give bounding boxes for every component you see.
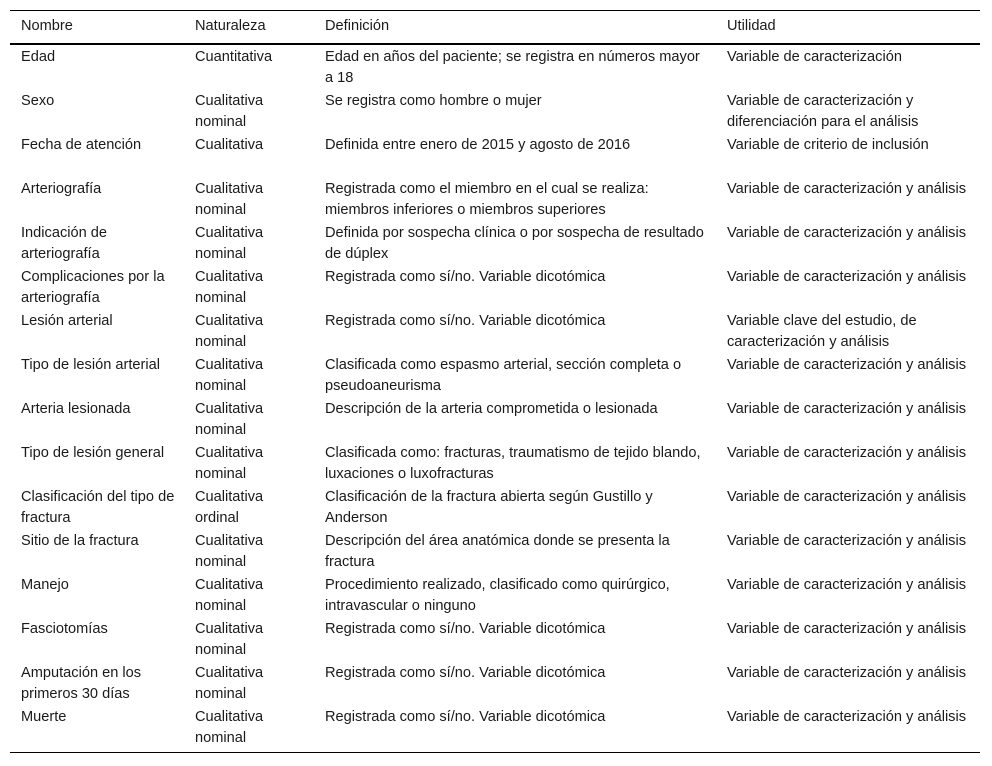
table-row — [10, 134, 980, 178]
table-row — [10, 178, 980, 222]
cell-definicion: Registrada como el miembro en el cual se realiza: miembros inferiores o miembros superiores — [325, 181, 649, 218]
cell-nombre: Complicaciones por la arteriografía — [21, 269, 165, 306]
cell-naturaleza: Cualitativa — [195, 137, 264, 153]
cell-nombre: Edad — [21, 49, 56, 65]
cell-utilidad: Variable de caracterización y análisis — [727, 225, 967, 241]
cell-definicion: Definida entre enero de 2015 y agosto de 2016 — [325, 137, 631, 153]
cell-utilidad: Variable de caracterización y análisis — [727, 577, 967, 593]
cell-definicion: Procedimiento realizado, clasificado como quirúrgico, intravascular o ninguno — [325, 577, 670, 614]
header-nombre: Nombre — [21, 18, 73, 34]
cell-nombre: Manejo — [21, 577, 69, 593]
cell-naturaleza: Cualitativa nominal — [195, 225, 264, 262]
cell-nombre: Amputación en los primeros 30 días — [21, 665, 142, 702]
header-naturaleza: Naturaleza — [195, 18, 266, 34]
cell-nombre: Lesión arterial — [21, 313, 113, 329]
cell-definicion: Registrada como sí/no. Variable dicotómica — [325, 621, 606, 637]
table-row — [10, 266, 980, 310]
cell-naturaleza: Cualitativa nominal — [195, 709, 264, 746]
cell-nombre: Sitio de la fractura — [21, 533, 139, 549]
cell-utilidad: Variable de caracterización y análisis — [727, 621, 967, 637]
cell-definicion: Descripción del área anatómica donde se presenta la fractura — [325, 533, 670, 570]
table-row — [10, 90, 980, 134]
cell-definicion: Registrada como sí/no. Variable dicotómica — [325, 269, 606, 285]
cell-utilidad: Variable de caracterización y diferenciación para el análisis — [727, 93, 919, 130]
cell-utilidad: Variable de caracterización y análisis — [727, 401, 967, 417]
table-row — [10, 310, 980, 354]
table-row — [10, 574, 980, 618]
cell-utilidad: Variable de caracterización — [727, 49, 902, 65]
cell-utilidad: Variable de caracterización y análisis — [727, 489, 967, 505]
cell-utilidad: Variable de caracterización y análisis — [727, 445, 967, 461]
cell-definicion: Registrada como sí/no. Variable dicotómica — [325, 665, 606, 681]
cell-naturaleza: Cuantitativa — [195, 49, 273, 65]
cell-utilidad: Variable de caracterización y análisis — [727, 269, 967, 285]
cell-utilidad: Variable de caracterización y análisis — [727, 357, 967, 373]
variables-table — [10, 10, 980, 753]
header-definicion: Definición — [325, 18, 390, 34]
cell-naturaleza: Cualitativa nominal — [195, 181, 264, 218]
cell-nombre: Sexo — [21, 93, 55, 109]
cell-nombre: Fasciotomías — [21, 621, 108, 637]
cell-definicion: Clasificada como espasmo arterial, sección completa o pseudoaneurisma — [325, 357, 682, 394]
cell-utilidad: Variable de criterio de inclusión — [727, 137, 929, 153]
cell-nombre: Fecha de atención — [21, 137, 142, 153]
cell-nombre: Muerte — [21, 709, 67, 725]
cell-nombre: Tipo de lesión arterial — [21, 357, 160, 373]
table-row — [10, 398, 980, 442]
cell-naturaleza: Cualitativa nominal — [195, 577, 264, 614]
cell-definicion: Registrada como sí/no. Variable dicotómica — [325, 313, 606, 329]
header-row — [10, 11, 980, 45]
cell-utilidad: Variable de caracterización y análisis — [727, 533, 967, 549]
cell-nombre: Indicación de arteriografía — [21, 225, 108, 262]
cell-definicion: Clasificación de la fractura abierta según Gustillo y Anderson — [325, 489, 653, 526]
table-row — [10, 530, 980, 574]
table-row — [10, 442, 980, 486]
table-row — [10, 44, 980, 90]
cell-definicion: Clasificada como: fracturas, traumatismo de tejido blando, luxaciones o luxofracturas — [325, 445, 701, 482]
cell-utilidad: Variable de caracterización y análisis — [727, 665, 967, 681]
table-row — [10, 354, 980, 398]
cell-utilidad: Variable clave del estudio, de caracterización y análisis — [727, 313, 917, 350]
cell-naturaleza: Cualitativa nominal — [195, 93, 264, 130]
table-row — [10, 618, 980, 662]
cell-definicion: Definida por sospecha clínica o por sospecha de resultado de dúplex — [325, 225, 704, 262]
cell-definicion: Descripción de la arteria comprometida o lesionada — [325, 401, 658, 417]
cell-nombre: Arteria lesionada — [21, 401, 131, 417]
table-row — [10, 662, 980, 706]
cell-naturaleza: Cualitativa nominal — [195, 445, 264, 482]
cell-naturaleza: Cualitativa nominal — [195, 401, 264, 438]
table-row — [10, 486, 980, 530]
table-body — [10, 44, 980, 753]
variables-table-container — [10, 10, 980, 753]
cell-naturaleza: Cualitativa ordinal — [195, 489, 264, 526]
cell-utilidad: Variable de caracterización y análisis — [727, 181, 967, 197]
table-row — [10, 706, 980, 753]
header-utilidad: Utilidad — [727, 18, 776, 34]
cell-nombre: Tipo de lesión general — [21, 445, 165, 461]
cell-naturaleza: Cualitativa nominal — [195, 621, 264, 658]
cell-nombre: Clasificación del tipo de fractura — [21, 489, 175, 526]
cell-naturaleza: Cualitativa nominal — [195, 357, 264, 394]
table-header — [10, 11, 980, 45]
cell-naturaleza: Cualitativa nominal — [195, 665, 264, 702]
cell-naturaleza: Cualitativa nominal — [195, 269, 264, 306]
cell-definicion: Se registra como hombre o mujer — [325, 93, 542, 109]
table-row — [10, 222, 980, 266]
cell-nombre: Arteriografía — [21, 181, 102, 197]
cell-definicion: Registrada como sí/no. Variable dicotómica — [325, 709, 606, 725]
cell-naturaleza: Cualitativa nominal — [195, 533, 264, 570]
cell-utilidad: Variable de caracterización y análisis — [727, 709, 967, 725]
cell-naturaleza: Cualitativa nominal — [195, 313, 264, 350]
cell-definicion: Edad en años del paciente; se registra en números mayor a 18 — [325, 49, 700, 86]
